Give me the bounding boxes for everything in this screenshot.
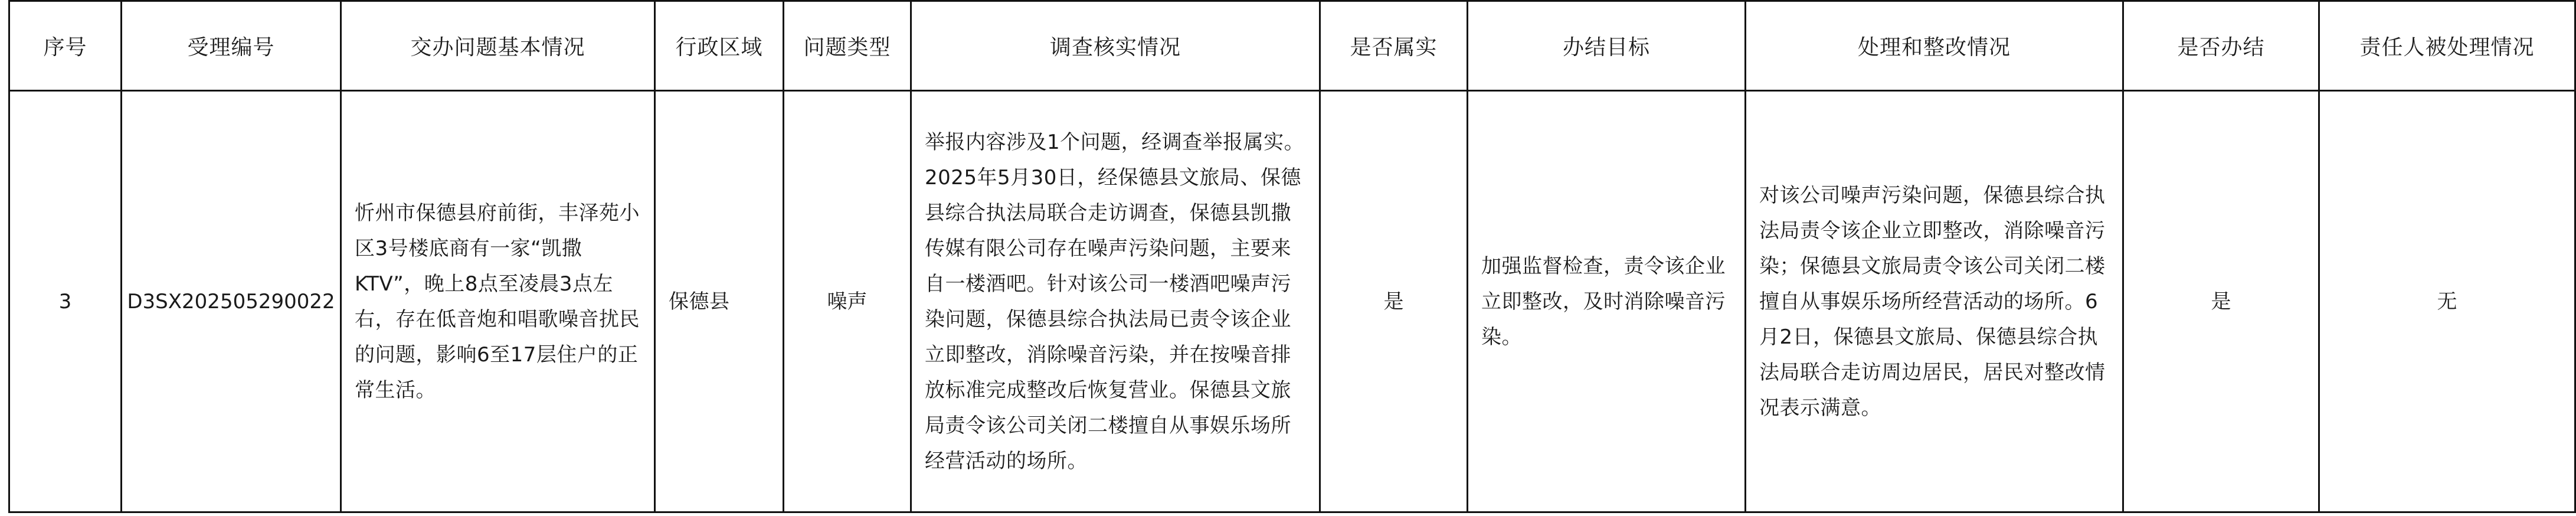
header-problem-type: 问题类型 — [784, 1, 911, 91]
header-rectification: 处理和整改情况 — [1746, 1, 2123, 91]
complaint-table — [8, 0, 2576, 513]
problem-description-text: 忻州市保德县府前街，丰泽苑小区3号楼底商有一家“凯撒KTV”，晚上8点至凌晨3点左右，存在低音炮和唱歌噪音扰民的问题，影响6至17层住户的正常生活。 — [355, 201, 640, 402]
cell-is-true: 是 — [1320, 91, 1468, 512]
header-is-closed: 是否办结 — [2123, 1, 2319, 91]
investigation-text: 举报内容涉及1个问题，经调查举报属实。2025年5月30日，经保德县文旅局、保德县综合执法局联合走访调查，保德县凯撒传媒有限公司存在噪声污染问题，主要来自一楼酒吧。针对该公司一楼酒吧噪声污染问题，保德县综合执法局已责令该企业立即整改，消除噪音污染，并在按噪音排放标准完成整改后恢复营业。保德县文旅局责令该公司关闭二楼擅自从事娱乐场所经营活动的场所。 — [925, 130, 1305, 473]
header-investigation: 调查核实情况 — [911, 1, 1320, 91]
header-responsible-handling: 责任人被处理情况 — [2319, 1, 2575, 91]
table-row — [9, 91, 2575, 512]
header-case-number: 受理编号 — [122, 1, 341, 91]
cell-is-closed: 是 — [2123, 91, 2319, 512]
report-sheet — [8, 0, 2535, 511]
cell-index: 3 — [9, 91, 122, 512]
cell-problem-type: 噪声 — [784, 91, 911, 512]
header-region: 行政区域 — [655, 1, 784, 91]
table-header-row — [9, 1, 2575, 91]
cell-responsible-handling: 无 — [2319, 91, 2575, 512]
header-problem-description: 交办问题基本情况 — [341, 1, 655, 91]
header-index: 序号 — [9, 1, 122, 91]
region-text: 保德县 — [669, 289, 730, 313]
rectification-text: 对该公司噪声污染问题，保德县综合执法局责令该企业立即整改，消除噪音污染；保德县文旅局责令该公司关闭二楼擅自从事娱乐场所经营活动的场所。6月2日，保德县文旅局、保德县综合执法局联合走访周边居民，居民对整改情况表示满意。 — [1759, 183, 2106, 420]
header-target: 办结目标 — [1468, 1, 1746, 91]
cell-problem-description — [341, 91, 655, 512]
header-is-true: 是否属实 — [1320, 1, 1468, 91]
cell-rectification — [1746, 91, 2123, 512]
cell-target — [1468, 91, 1746, 512]
cell-investigation — [911, 91, 1320, 512]
cell-case-number: D3SX202505290022 — [122, 91, 341, 512]
cell-region — [655, 91, 784, 512]
target-text: 加强监督检查，责令该企业立即整改，及时消除噪音污染。 — [1481, 254, 1726, 349]
